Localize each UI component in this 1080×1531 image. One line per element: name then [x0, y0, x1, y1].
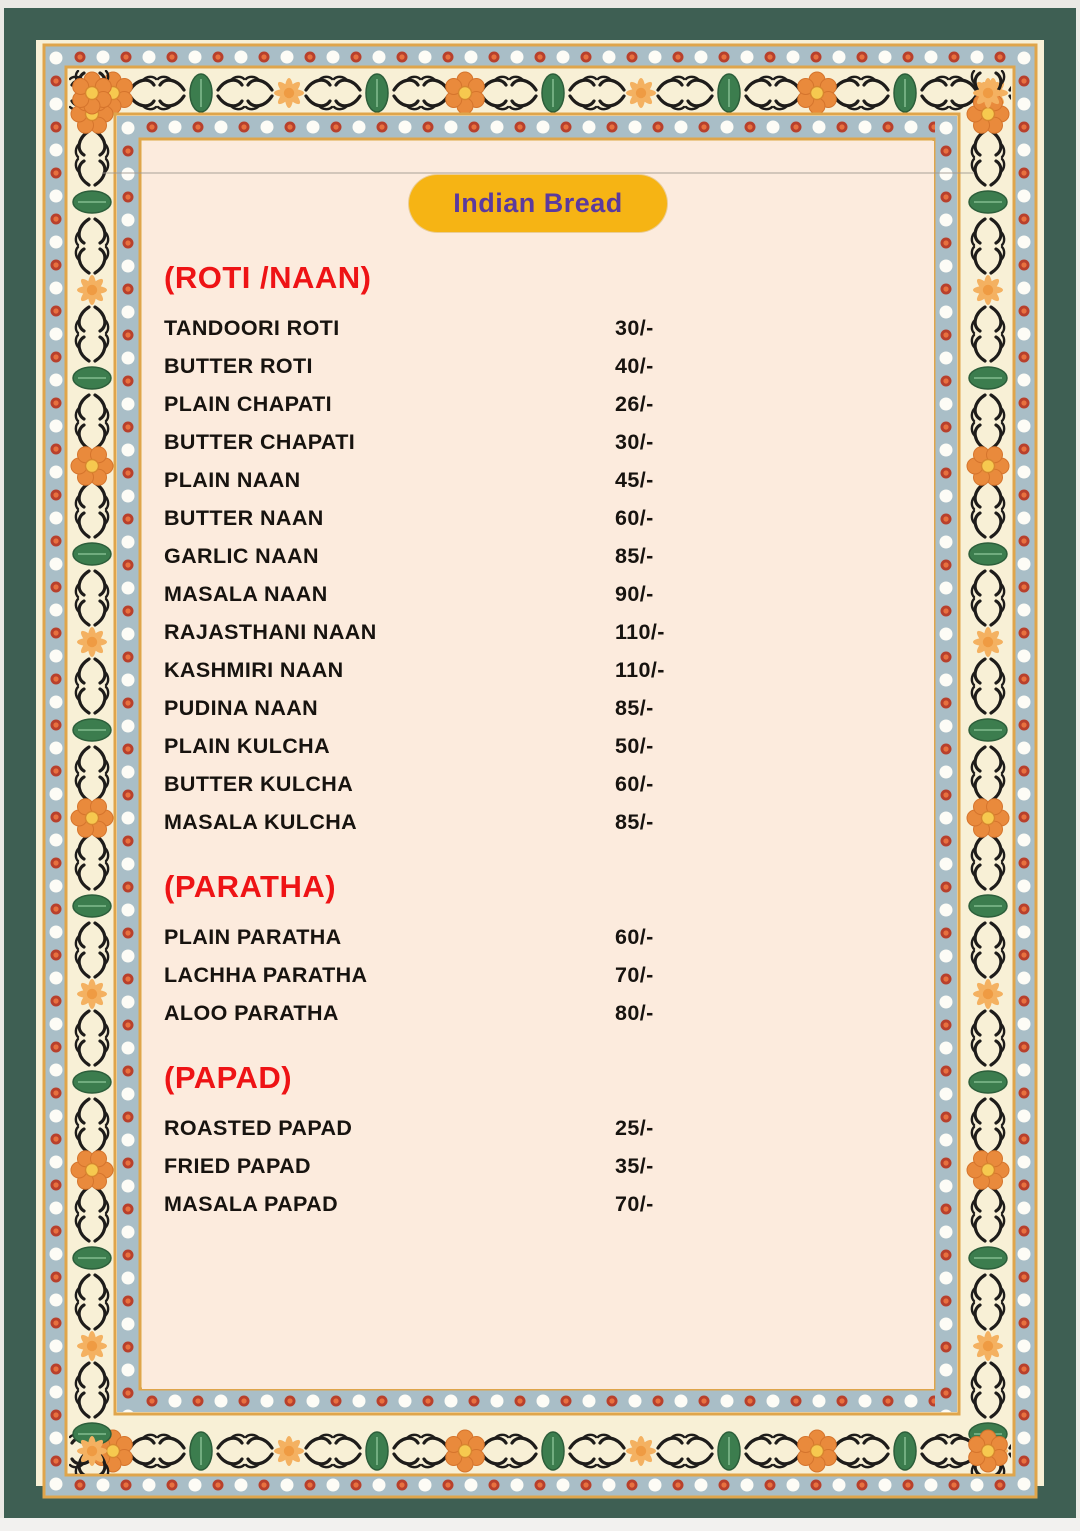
menu-item-price: 85/- [615, 809, 654, 834]
menu-item-row [142, 613, 934, 651]
menu-item-price: 60/- [615, 505, 654, 530]
section-title: (PARATHA) [164, 869, 337, 904]
menu-item-price: 40/- [615, 353, 654, 378]
menu-item-row [142, 1147, 934, 1185]
menu-section [142, 260, 934, 841]
menu-item-price: 110/- [615, 657, 665, 682]
menu-item-price: 45/- [615, 467, 654, 492]
menu-item-price: 26/- [615, 391, 654, 416]
menu-item-price: 70/- [615, 962, 654, 987]
menu-item-row [142, 575, 934, 613]
menu-item-name: PLAIN PARATHA [164, 924, 342, 949]
menu-item-row [142, 385, 934, 423]
menu-item-price: 85/- [615, 543, 654, 568]
menu-item-name: TANDOORI ROTI [164, 315, 340, 340]
menu-section [142, 869, 934, 1032]
menu-item-row [142, 765, 934, 803]
section-title: (PAPAD) [164, 1060, 293, 1095]
menu-category-label: Indian Bread [453, 188, 623, 218]
menu-item-name: LACHHA PARATHA [164, 962, 368, 987]
menu-item-row [142, 1185, 934, 1223]
menu-item-name: BUTTER KULCHA [164, 771, 354, 796]
menu-item-name: KASHMIRI NAAN [164, 657, 344, 682]
menu-sections [142, 260, 934, 1223]
menu-item-row [142, 309, 934, 347]
menu-section [142, 1060, 934, 1223]
menu-item-row [142, 1109, 934, 1147]
menu-item-price: 50/- [615, 733, 654, 758]
menu-item-price: 60/- [615, 771, 654, 796]
menu-item-price: 85/- [615, 695, 654, 720]
menu-item-name: PLAIN NAAN [164, 467, 301, 492]
menu-item-name: BUTTER ROTI [164, 353, 313, 378]
menu-item-name: RAJASTHANI NAAN [164, 619, 377, 644]
menu-item-row [142, 461, 934, 499]
menu-item-price: 70/- [615, 1191, 654, 1216]
menu-item-name: FRIED PAPAD [164, 1153, 311, 1178]
menu-item-row [142, 347, 934, 385]
menu-item-name: MASALA KULCHA [164, 809, 358, 834]
menu-item-name: ALOO PARATHA [164, 1000, 339, 1025]
menu-item-price: 35/- [615, 1153, 654, 1178]
menu-item-price: 30/- [615, 315, 654, 340]
menu-item-price: 30/- [615, 429, 654, 454]
menu-item-price: 110/- [615, 619, 665, 644]
menu-content [142, 141, 934, 1389]
menu-item-name: PLAIN CHAPATI [164, 391, 333, 416]
menu-item-name: ROASTED PAPAD [164, 1115, 353, 1140]
menu-item-price: 80/- [615, 1000, 654, 1025]
menu-item-row [142, 956, 934, 994]
menu-category-badge [409, 175, 667, 232]
menu-item-name: PUDINA NAAN [164, 695, 319, 720]
menu-item-price: 25/- [615, 1115, 654, 1140]
menu-item-name: MASALA NAAN [164, 581, 328, 606]
menu-item-name: PLAIN KULCHA [164, 733, 331, 758]
menu-item-price: 90/- [615, 581, 654, 606]
menu-item-row [142, 499, 934, 537]
menu-item-name: MASALA PAPAD [164, 1191, 339, 1216]
menu-item-name: BUTTER CHAPATI [164, 429, 356, 454]
menu-item-row [142, 651, 934, 689]
scan-artifact-line [102, 172, 974, 174]
section-title: (ROTI /NAAN) [164, 260, 372, 295]
menu-item-row [142, 537, 934, 575]
menu-item-row [142, 689, 934, 727]
menu-item-name: BUTTER NAAN [164, 505, 324, 530]
menu-item-row [142, 803, 934, 841]
menu-item-row [142, 918, 934, 956]
menu-item-row [142, 727, 934, 765]
menu-item-row [142, 423, 934, 461]
menu-item-price: 60/- [615, 924, 654, 949]
menu-item-name: GARLIC NAAN [164, 543, 319, 568]
menu-item-row [142, 994, 934, 1032]
